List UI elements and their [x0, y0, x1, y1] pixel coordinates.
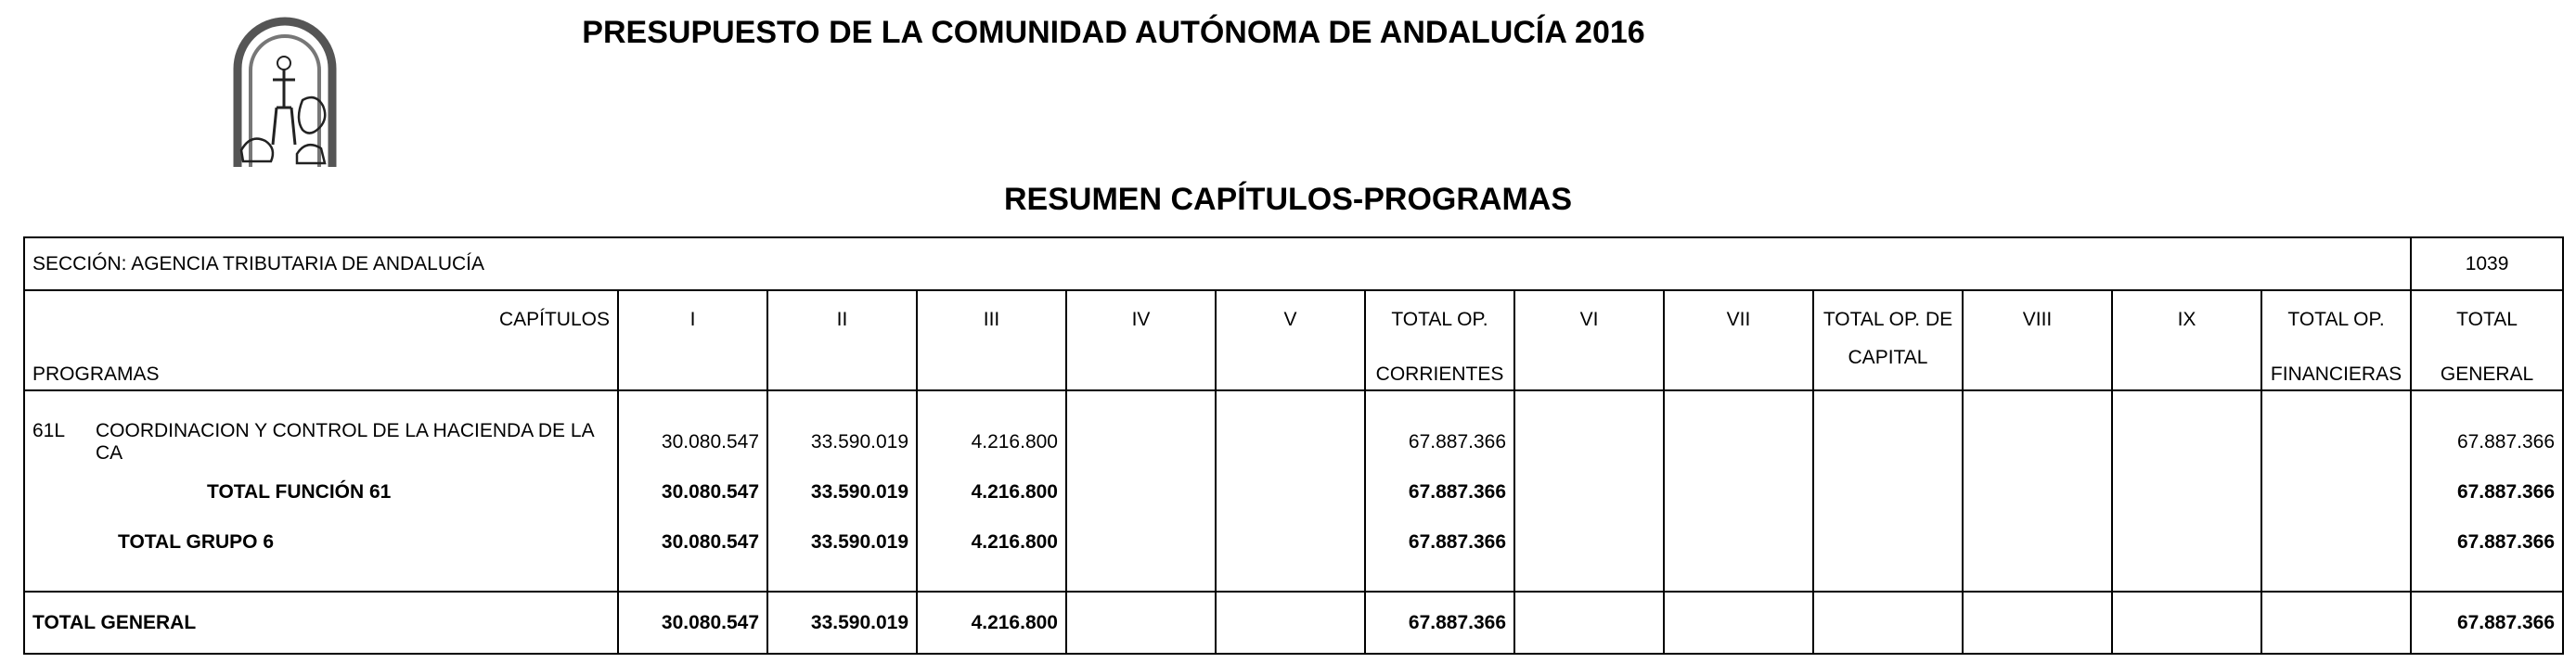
programas-label: PROGRAMAS [32, 363, 160, 385]
section-row [24, 237, 2563, 290]
col-header-total-general-2: GENERAL [2440, 363, 2534, 385]
grupo-iii: 4.216.800 [917, 517, 1066, 567]
funcion-total-general: 67.887.366 [2411, 467, 2563, 517]
program-i: 30.080.547 [618, 417, 767, 467]
col-header-vi: VI [1579, 309, 1599, 330]
program-code: 61L [32, 419, 66, 441]
funcion-i: 30.080.547 [618, 467, 767, 517]
col-header-v: V [1283, 309, 1297, 330]
col-header-i: I [689, 309, 696, 330]
col-header-total-op-financieras-1: TOTAL OP. [2287, 309, 2385, 330]
program-ii: 33.590.019 [767, 417, 917, 467]
total-total-general: 67.887.366 [2411, 592, 2563, 654]
program-total-general: 67.887.366 [2411, 417, 2563, 467]
grupo-total-corrientes: 67.887.366 [1365, 517, 1514, 567]
budget-table [23, 236, 2564, 655]
col-header-ii: II [836, 309, 848, 330]
col-header-ix: IX [2177, 309, 2196, 330]
col-header-total-op-financieras-2: FINANCIERAS [2270, 363, 2402, 385]
page-subtitle: RESUMEN CAPÍTULOS-PROGRAMAS [1003, 182, 1573, 217]
total-total-corrientes: 67.887.366 [1365, 592, 1514, 654]
col-header-vii: VII [1726, 309, 1751, 330]
section-number: 1039 [2411, 237, 2563, 290]
total-general-row [24, 592, 2563, 654]
total-ii: 33.590.019 [767, 592, 917, 654]
col-header-total-general-1: TOTAL [2456, 309, 2518, 330]
col-header-iii: III [983, 309, 1000, 330]
total-iii: 4.216.800 [917, 592, 1066, 654]
col-header-iv: IV [1131, 309, 1151, 330]
section-label: SECCIÓN: AGENCIA TRIBUTARIA DE ANDALUCÍA [24, 237, 2411, 290]
grupo-i: 30.080.547 [618, 517, 767, 567]
capitulos-label: CAPÍTULOS [498, 309, 610, 330]
col-header-total-op-capital-2: CAPITAL [1848, 347, 1928, 369]
col-header-total-op-capital-1: TOTAL OP. DE [1823, 309, 1953, 330]
total-i: 30.080.547 [618, 592, 767, 654]
funcion-ii: 33.590.019 [767, 467, 917, 517]
funcion-label: TOTAL FUNCIÓN 61 [24, 467, 618, 517]
table-row [24, 517, 2563, 567]
grupo-label: TOTAL GRUPO 6 [24, 517, 618, 567]
program-iii: 4.216.800 [917, 417, 1066, 467]
table-row [24, 467, 2563, 517]
table-row [24, 417, 2563, 467]
col-header-viii: VIII [2022, 309, 2053, 330]
program-name: COORDINACION Y CONTROL DE LA HACIENDA DE LA CA [96, 419, 594, 464]
page-title: PRESUPUESTO DE LA COMUNIDAD AUTÓNOMA DE ANDALUCÍA 2016 [582, 15, 1645, 50]
grupo-total-general: 67.887.366 [2411, 517, 2563, 567]
total-general-label: TOTAL GENERAL [24, 592, 618, 654]
funcion-iii: 4.216.800 [917, 467, 1066, 517]
column-header-row [24, 290, 2563, 390]
funcion-total-corrientes: 67.887.366 [1365, 467, 1514, 517]
grupo-ii: 33.590.019 [767, 517, 917, 567]
col-header-total-op-corrientes-2: CORRIENTES [1375, 363, 1504, 385]
program-total-corrientes: 67.887.366 [1365, 417, 1514, 467]
col-header-total-op-corrientes-1: TOTAL OP. [1391, 309, 1488, 330]
